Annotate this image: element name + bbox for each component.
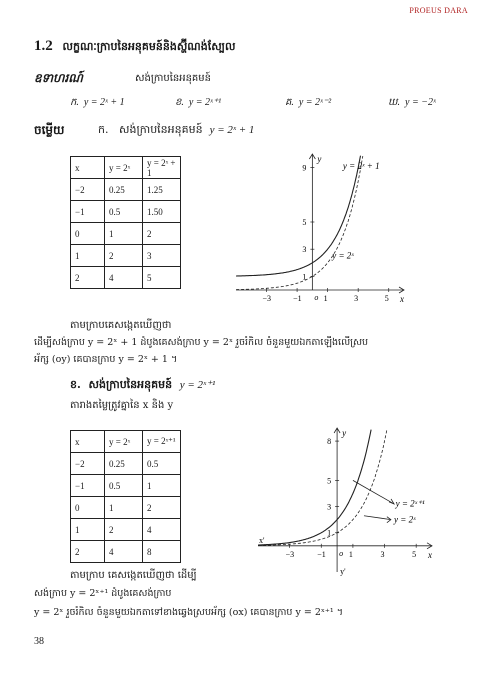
table-row: −2 0.25 1.25 bbox=[71, 179, 181, 201]
table-row: 0 1 2 bbox=[71, 497, 181, 519]
x-tick-label: 3 bbox=[380, 549, 385, 559]
table-b bbox=[70, 430, 181, 563]
x-tick-label: −1 bbox=[317, 549, 326, 559]
answer-label: ចម្លើយ bbox=[34, 123, 65, 137]
table-row: −1 0.5 1 bbox=[71, 475, 181, 497]
x-tick-label: 3 bbox=[354, 294, 359, 303]
y-tick-label: 9 bbox=[302, 163, 307, 173]
part-b-note: តាមក្រាប គេសង្កេតឃើញថា ដើម្បី bbox=[70, 570, 197, 581]
chart-b bbox=[250, 420, 446, 586]
table-row: x y = 2ˣ y = 2ˣ + 1 bbox=[71, 157, 181, 179]
header-brand: PROEUS DARA bbox=[409, 6, 468, 15]
table-row: 1 2 4 bbox=[71, 519, 181, 541]
x-tick-label: −3 bbox=[285, 549, 295, 559]
table-row: −1 0.5 1.50 bbox=[71, 201, 181, 223]
x-neg-label: x' bbox=[259, 535, 265, 545]
legend-label-series-1: y = 2ˣ bbox=[394, 514, 416, 525]
leader-line-series-0 bbox=[353, 480, 394, 504]
option-a: ក. y = 2ˣ + 1 bbox=[70, 97, 125, 108]
series-line-0 bbox=[258, 430, 371, 545]
y-tick-label: 5 bbox=[327, 476, 332, 486]
y-tick-label: 1 bbox=[302, 272, 307, 282]
option-c: គ. y = 2ˣ⁻² bbox=[285, 97, 332, 108]
option-b: ខ. y = 2ˣ⁺¹ bbox=[175, 97, 222, 108]
section-number: 1.2 bbox=[34, 38, 53, 54]
table-row: 1 2 3 bbox=[71, 245, 181, 267]
x-axis-label: x bbox=[428, 549, 432, 560]
section-heading bbox=[34, 38, 235, 56]
y-tick-label: 3 bbox=[302, 245, 307, 255]
x-tick-label: 1 bbox=[348, 549, 353, 559]
y-tick-label: 8 bbox=[327, 437, 332, 447]
y-neg-label: y' bbox=[340, 567, 346, 576]
table-row: 2 4 5 bbox=[71, 267, 181, 289]
part-b-intro: តារាងតម្លៃត្រូវគ្នានៃ x និង y bbox=[70, 400, 174, 411]
example-label: ឧទាហរណ៍ bbox=[34, 71, 83, 85]
x-tick-label: −3 bbox=[262, 294, 272, 303]
part-b-line2: y = 2ˣ រួចរំកិល ចំនួនមួយឯកតាទៅខាងឆ្វេងស្របអ័ក្ស (ox) គេបានក្រាប y = 2ˣ⁺¹ ។ bbox=[34, 607, 344, 618]
part-b-line1: សង់ក្រាប y = 2ˣ⁺¹ ដំបូងគេសង់ក្រាប bbox=[34, 588, 172, 599]
x-tick-label: 1 bbox=[323, 294, 328, 303]
x-axis-label: x bbox=[400, 294, 404, 304]
legend-label-series-1: y = 2ˣ bbox=[332, 250, 354, 261]
y-tick-label: 5 bbox=[302, 218, 307, 227]
section-title: លក្ខណៈក្រាបនៃអនុគមន៍និងស្ហ៊ីណង់ស្បែល bbox=[62, 41, 236, 53]
part-b-heading: ខ. សង់ក្រាបនៃអនុគមន៍ y = 2ˣ⁺¹ bbox=[70, 378, 216, 391]
y-tick-label: 1 bbox=[327, 528, 332, 538]
y-axis-label: y bbox=[342, 428, 347, 438]
origin-label: o bbox=[314, 293, 319, 302]
table-row: 0 1 2 bbox=[71, 223, 181, 245]
legend-label-series-0: y = 2ˣ + 1 bbox=[342, 160, 380, 171]
y-axis-label: y bbox=[317, 154, 322, 164]
leader-line-series-1 bbox=[364, 516, 391, 520]
part-a-line1: ដើម្បីសង់ក្រាប y = 2ˣ + 1 ដំបូងគេសង់ក្រាប y = 2ˣ រួចរំកិល ចំនួនមួយឯកតាឡើងលើស្រប bbox=[34, 337, 369, 348]
x-tick-label: 5 bbox=[384, 294, 389, 303]
table-row: 2 4 8 bbox=[71, 541, 181, 563]
option-d: ឃ. y = −2ˣ bbox=[388, 97, 436, 108]
legend-label-series-0: y = 2ˣ⁺¹ bbox=[395, 498, 425, 509]
table-row: −2 0.25 0.5 bbox=[71, 453, 181, 475]
series-line-1 bbox=[236, 156, 363, 290]
x-tick-label: −1 bbox=[293, 294, 302, 303]
table-row: x y = 2ˣ y = 2ˣ⁺¹ bbox=[71, 431, 181, 453]
part-a-heading: ក. សង់ក្រាបនៃអនុគមន៍ y = 2ˣ + 1 bbox=[98, 123, 255, 136]
y-tick-label: 3 bbox=[327, 502, 332, 512]
part-a-line2: អ័ក្ស (oy) គេបានក្រាប y = 2ˣ + 1 ។ bbox=[34, 354, 178, 365]
origin-label: o bbox=[339, 548, 344, 558]
part-a-note: តាមក្រាបគេសង្កេតឃើញថា bbox=[70, 320, 172, 331]
page-number: 38 bbox=[34, 636, 44, 647]
example-prompt: សង់ក្រាបនៃអនុគមន៍ bbox=[135, 73, 211, 84]
x-tick-label: 5 bbox=[412, 549, 417, 559]
table-a bbox=[70, 156, 181, 289]
chart-a bbox=[228, 146, 418, 304]
